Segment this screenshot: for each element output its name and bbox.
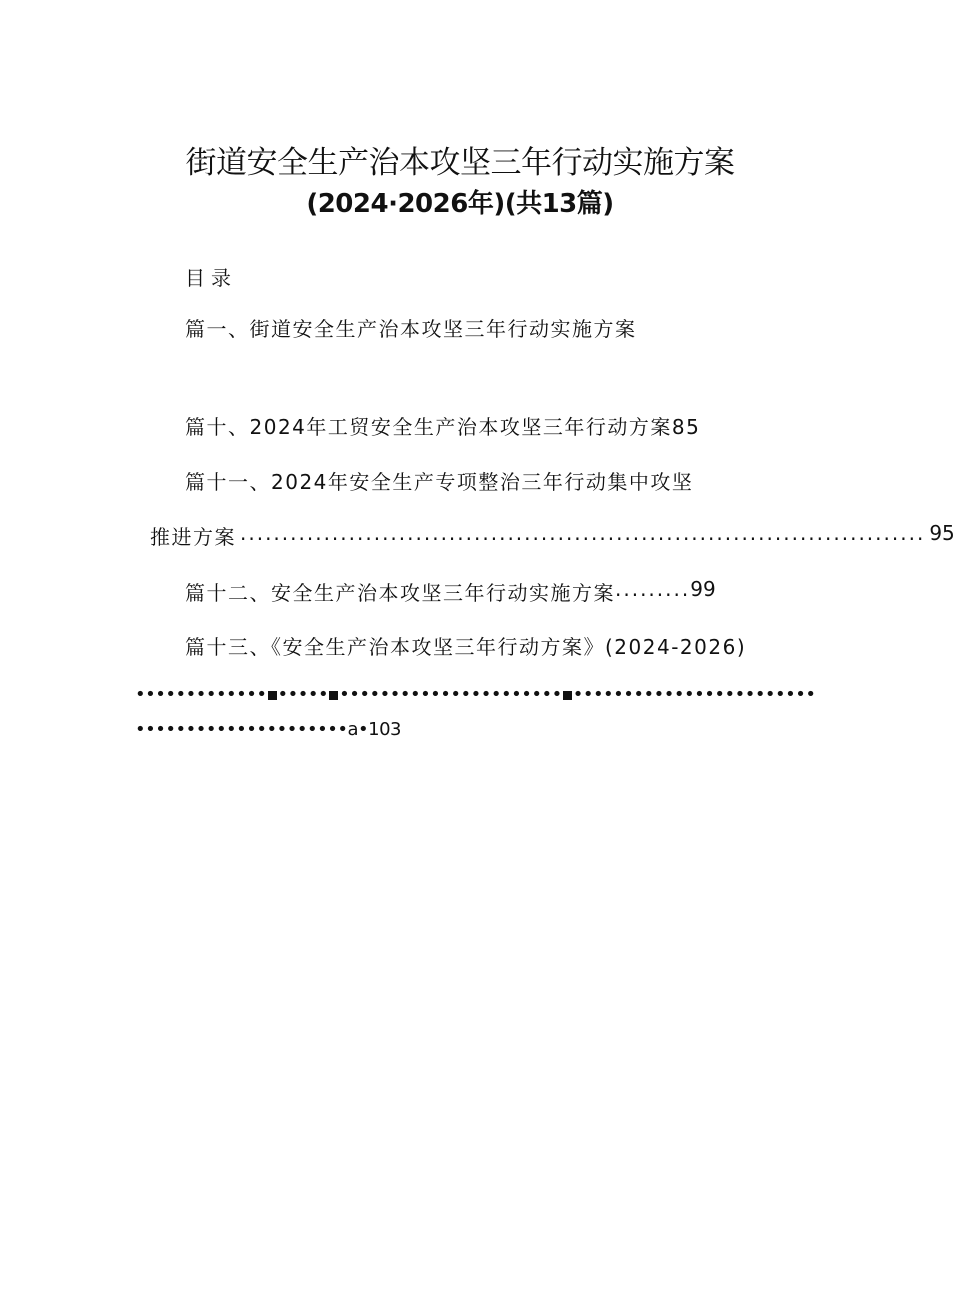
toc-leader-dots: ......... [615,577,691,601]
toc-page-number: 99 [690,577,716,601]
document-title: 街道安全生产治本攻坚三年行动实施方案 [185,145,735,181]
toc-entry-11[interactable]: 篇十一、2024年安全生产专项整治三年行动集中攻坚 [185,470,694,494]
toc-entry-13[interactable]: 篇十三、《安全生产治本攻坚三年行动方案》(2024-2026) [185,635,747,659]
toc-leader-garbled: ••••••••••••• ••••• •••••••••••••••••••••• •••••••••••••••••••••••• [135,684,816,705]
toc-entry-11-continued[interactable] [150,521,955,550]
document-subtitle: (2024·2026年)(共13篇) [306,189,614,219]
toc-entry-1[interactable]: 篇一、街道安全生产治本攻坚三年行动实施方案 [185,317,637,341]
toc-tail-page: a•103 [347,719,401,740]
toc-entry-text: 推进方案 [150,525,236,549]
toc-leader-dots: ••••••••••••••••••••• [135,719,348,740]
toc-leader-tail [135,719,401,740]
toc-page-number: 95 [929,521,955,545]
toc-entry-10[interactable]: 篇十、2024年工贸安全生产治本攻坚三年行动方案85 [185,415,701,439]
toc-heading: 目录 [185,266,237,290]
toc-entry-12[interactable] [185,577,716,606]
toc-entry-text: 篇十二、安全生产治本攻坚三年行动实施方案 [185,581,615,605]
toc-leader-dots: .................................................................................. [240,521,926,545]
